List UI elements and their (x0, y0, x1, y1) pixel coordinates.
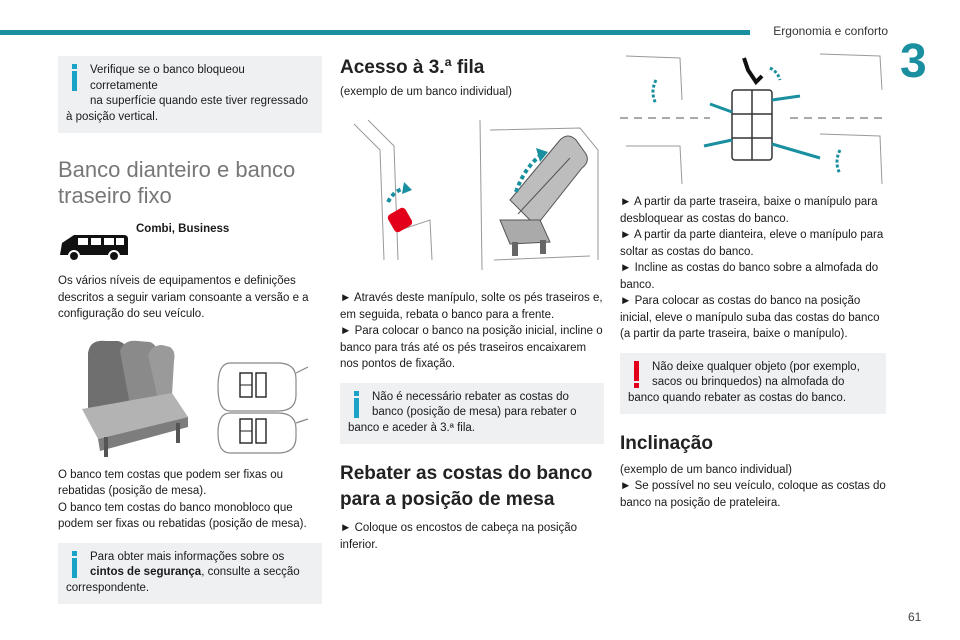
column-3 (620, 50, 886, 511)
header-accent-bar (0, 30, 750, 35)
note-line: banco e aceder à 3.ª fila. (348, 421, 476, 434)
note-line: sacos ou brinquedos) na almofada do (652, 376, 845, 388)
info-note (58, 56, 322, 133)
rear-bench-illustration (58, 333, 322, 461)
seatback-unlock-illustration (620, 50, 886, 186)
subtitle: (exemplo de um banco individual) (340, 86, 512, 98)
instruction-step: ► Incline as costas do banco sobre a almofada do banco. (620, 262, 879, 291)
note-line: banco (posição de mesa) para rebater o (372, 406, 577, 418)
seat-folding-illustration (340, 110, 604, 280)
info-icon (354, 391, 359, 418)
note-line: correspondente. (66, 581, 150, 594)
paragraph: O banco tem costas do banco monobloco que podem ser fixas ou rebatidas (posição de mesa). (58, 501, 307, 530)
note-line: Não é necessário rebater as costas do (372, 390, 569, 403)
column-2 (340, 50, 604, 553)
note-line: à posição vertical. (66, 110, 159, 123)
note-line: banco quando rebater as costas do banco. (628, 391, 847, 404)
subtitle: (exemplo de um banco individual) (620, 464, 792, 476)
paragraph: O banco tem costas que podem ser fixas ou rebatidas (posição de mesa). (58, 468, 284, 497)
warning-note (620, 353, 886, 415)
instruction-step: ► A partir da parte traseira, baixe o manípulo para desbloquear as costas do banco. (620, 196, 878, 225)
version-label: Combi, Business (136, 223, 230, 235)
note-line: Não deixe qualquer objeto (por exemplo, (652, 360, 860, 373)
note-line: , consulte a secção (201, 566, 300, 578)
chapter-number: 3 (900, 35, 927, 88)
info-icon (72, 64, 77, 91)
warning-icon (634, 361, 639, 388)
section-heading: traseiro fixo (58, 183, 172, 208)
section-heading: para a posição de mesa (340, 489, 555, 510)
instruction-step: ► Através deste manípulo, solte os pés traseiros e, em seguida, rebata o banco para a frente. (340, 292, 603, 321)
instruction-step: ► A partir da parte dianteira, eleve o manípulo para soltar as costas do banco. (620, 229, 884, 258)
instruction-step: ► Para colocar as costas do banco na posição inicial, eleve o manípulo suba das costas do banco (a partir da parte traseira, baixe o manípulo). (620, 295, 880, 340)
note-line: Para obter mais informações sobre os (90, 550, 285, 563)
van-icon (58, 229, 130, 263)
info-icon (72, 551, 77, 578)
section-heading: Inclinação (620, 433, 713, 454)
note-line: Verifique se o banco bloqueou corretamente (90, 64, 245, 92)
instruction-step: ► Para colocar o banco na posição inicial, incline o banco para trás até os pés traseiros encaixarem nos pontos de fixação. (340, 325, 603, 370)
page-number: 61 (908, 610, 922, 624)
section-heading: Acesso à 3.ª fila (340, 57, 485, 78)
info-note (340, 383, 604, 445)
instruction-step: ► Coloque os encostos de cabeça na posição inferior. (340, 522, 578, 551)
section-heading: Banco dianteiro e banco (58, 157, 296, 182)
instruction-step: ► Se possível no seu veículo, coloque as costas do banco na posição de prateleira. (620, 480, 886, 509)
section-heading: Rebater as costas do banco (340, 463, 593, 484)
note-line: na superfície quando este tiver regressado (90, 95, 308, 107)
note-bold-term: cintos de segurança (90, 566, 202, 578)
column-1 (58, 50, 322, 604)
section-title: Ergonomia e conforto (773, 24, 888, 38)
info-note (58, 543, 322, 605)
paragraph: Os vários níveis de equipamentos e definições descritos a seguir variam consoante a versão e a configuração do seu veículo. (58, 275, 309, 320)
